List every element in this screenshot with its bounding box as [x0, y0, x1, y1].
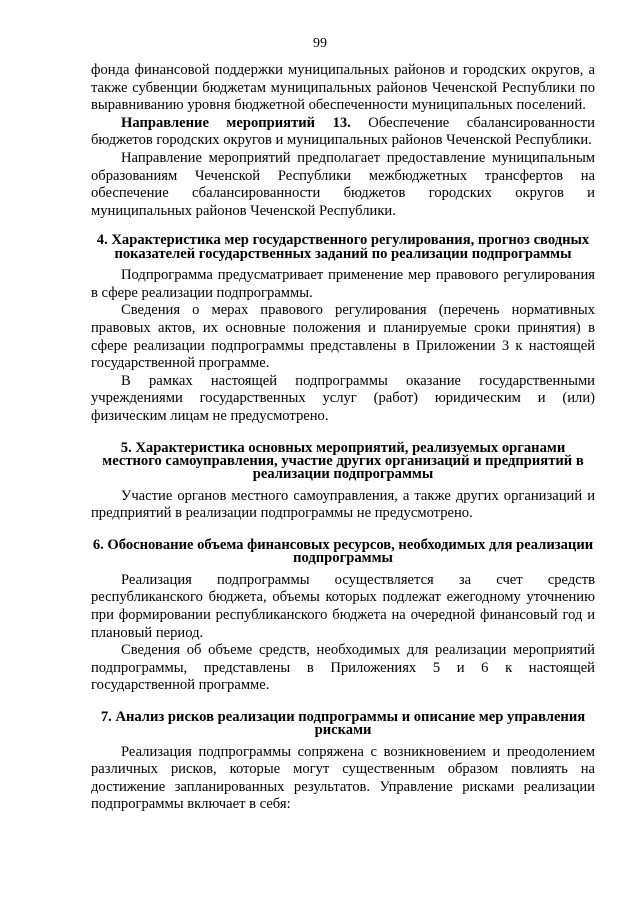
section-4-paragraph: Подпрограмма предусматривает применение мер правового регулирования в сфере реализации подпрограммы.: [91, 267, 595, 301]
direction-13-text: Обеспечение сбалансированности бюджетов городских округов и муниципальных районов Чеченской Республики.: [91, 114, 595, 149]
section-4-paragraph: В рамках настоящей подпрограммы оказание государственными учреждениями государственных услуг (работ) юридическим и (или) физическим лицам не предусмотрено.: [91, 372, 595, 424]
section-5-paragraph: Участие органов местного самоуправления, а также других организаций и предприятий в реализации подпрограммы не предусмотрено.: [91, 487, 595, 522]
section-6-paragraph: Сведения об объеме средств, необходимых для реализации мероприятий подпрограммы, представлены в Приложениях 5 и 6 к настоящей государственной программе.: [91, 642, 595, 694]
page-number: 99: [313, 36, 327, 51]
section-6-heading: 6. Обоснование объема финансовых ресурсов, необходимых для реализации подпрограммы: [92, 536, 594, 567]
document-body: [91, 62, 595, 814]
direction-13-lead: Направление мероприятий 13.: [121, 114, 351, 131]
section-6-paragraph: Реализация подпрограммы осуществляется за счет средств республиканского бюджета, объемы которых подлежат ежегодному уточнению при формировании республиканского бюджета на очередной финансовый год и плановый период.: [91, 571, 595, 641]
section-4-paragraph: Сведения о мерах правового регулирования (перечень нормативных правовых актов, их основные положения и планируемые сроки принятия) в сфере реализации подпрограммы представлены в Приложении 3 к настоящей государственной программе.: [91, 302, 595, 372]
section-7-paragraph: Реализация подпрограммы сопряжена с возникновением и преодолением различных рисков, которые могут существенным образом повлиять на достижение запланированных результатов. Управление рисками реализации подпрограммы включает в себя:: [91, 743, 595, 813]
paragraph-direction-description: Направление мероприятий предполагает предоставление муниципальным образованиям Чеченской Республики межбюджетных трансфертов на обеспечение сбалансированности бюджетов городских округов и муниципальных районов Чеченской Республики.: [91, 149, 595, 219]
paragraph-continuation: фонда финансовой поддержки муниципальных районов и городских округов, а также субвенции бюджетам муниципальных районов Чеченской Республики по выравниванию уровня бюджетной обеспеченности муниципальных поселений.: [91, 62, 595, 114]
section-5-heading: 5. Характеристика основных мероприятий, реализуемых органами местного самоуправления, участие других организаций и предприятий в реализации подпрограммы: [102, 439, 584, 483]
section-4-heading: 4. Характеристика мер государственного регулирования, прогноз сводных показателей государственных заданий по реализации подпрограммы: [96, 232, 590, 262]
paragraph-direction-13: [91, 115, 595, 150]
section-7-heading: 7. Анализ рисков реализации подпрограммы и описание мер управления рисками: [100, 708, 586, 739]
